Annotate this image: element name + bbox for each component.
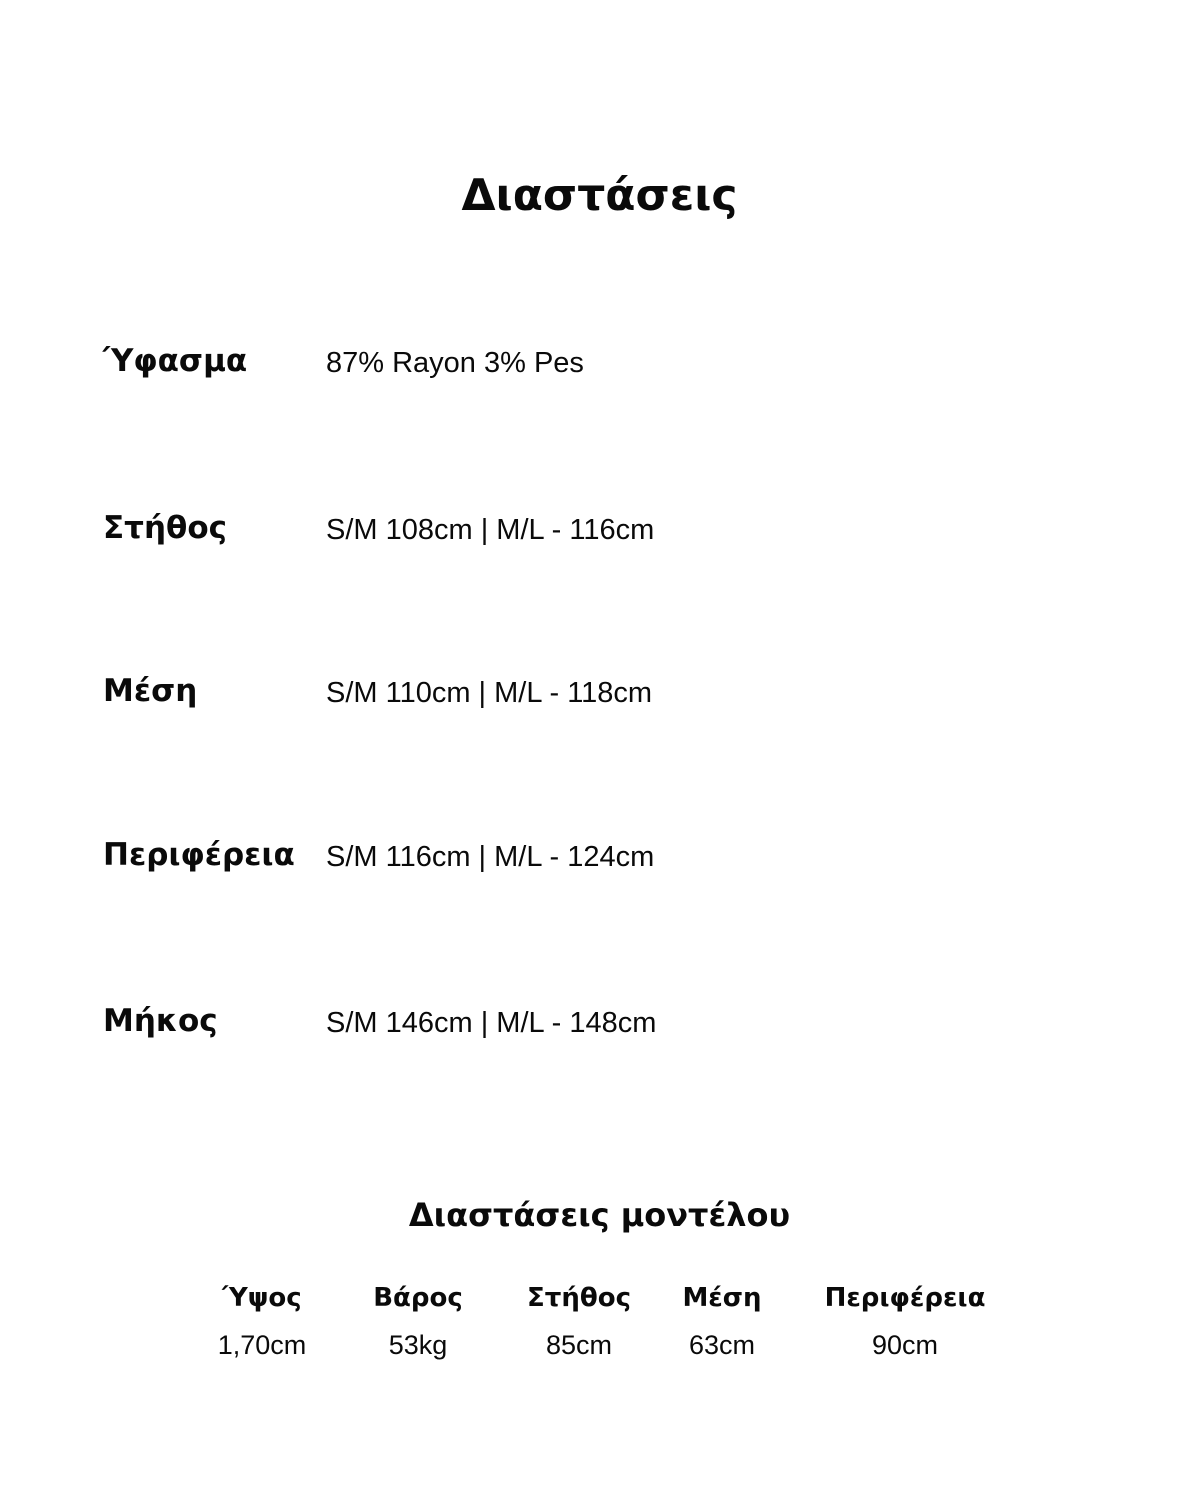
model-value: 63cm <box>688 1330 756 1360</box>
spec-row-chest <box>103 503 1003 553</box>
model-col-waist <box>622 1276 822 1370</box>
model-label: Ύψος <box>222 1283 302 1313</box>
spec-label: Περιφέρεια <box>103 837 295 873</box>
spec-row-length <box>103 996 1003 1046</box>
spec-value: S/M 110cm | M/L - 118cm <box>326 677 653 709</box>
spec-row-waist <box>103 666 1003 716</box>
model-dimensions-title: Διαστάσεις μοντέλου <box>408 1196 791 1234</box>
model-value: 90cm <box>871 1330 939 1360</box>
model-label: Βάρος <box>373 1283 463 1313</box>
spec-label: Μέση <box>103 673 198 709</box>
spec-row-fabric <box>103 336 1003 386</box>
page-title: Διαστάσεις <box>461 170 738 221</box>
model-label: Περιφέρεια <box>824 1283 986 1313</box>
spec-row-hips <box>103 830 1003 880</box>
spec-value: 87% Rayon 3% Pes <box>326 347 584 379</box>
spec-value: S/M 146cm | M/L - 148cm <box>326 1007 657 1039</box>
model-value: 1,70cm <box>217 1330 307 1360</box>
spec-value: S/M 108cm | M/L - 116cm <box>326 514 655 546</box>
spec-label: Μήκος <box>103 1003 218 1039</box>
model-label: Στήθος <box>527 1283 631 1313</box>
model-value: 85cm <box>545 1330 613 1360</box>
model-col-hips <box>805 1276 1005 1370</box>
spec-value: S/M 116cm | M/L - 124cm <box>326 841 655 873</box>
spec-label: Ύφασμα <box>103 343 248 379</box>
spec-label: Στήθος <box>103 510 227 546</box>
model-label: Μέση <box>682 1283 762 1313</box>
model-value: 53kg <box>388 1330 448 1360</box>
